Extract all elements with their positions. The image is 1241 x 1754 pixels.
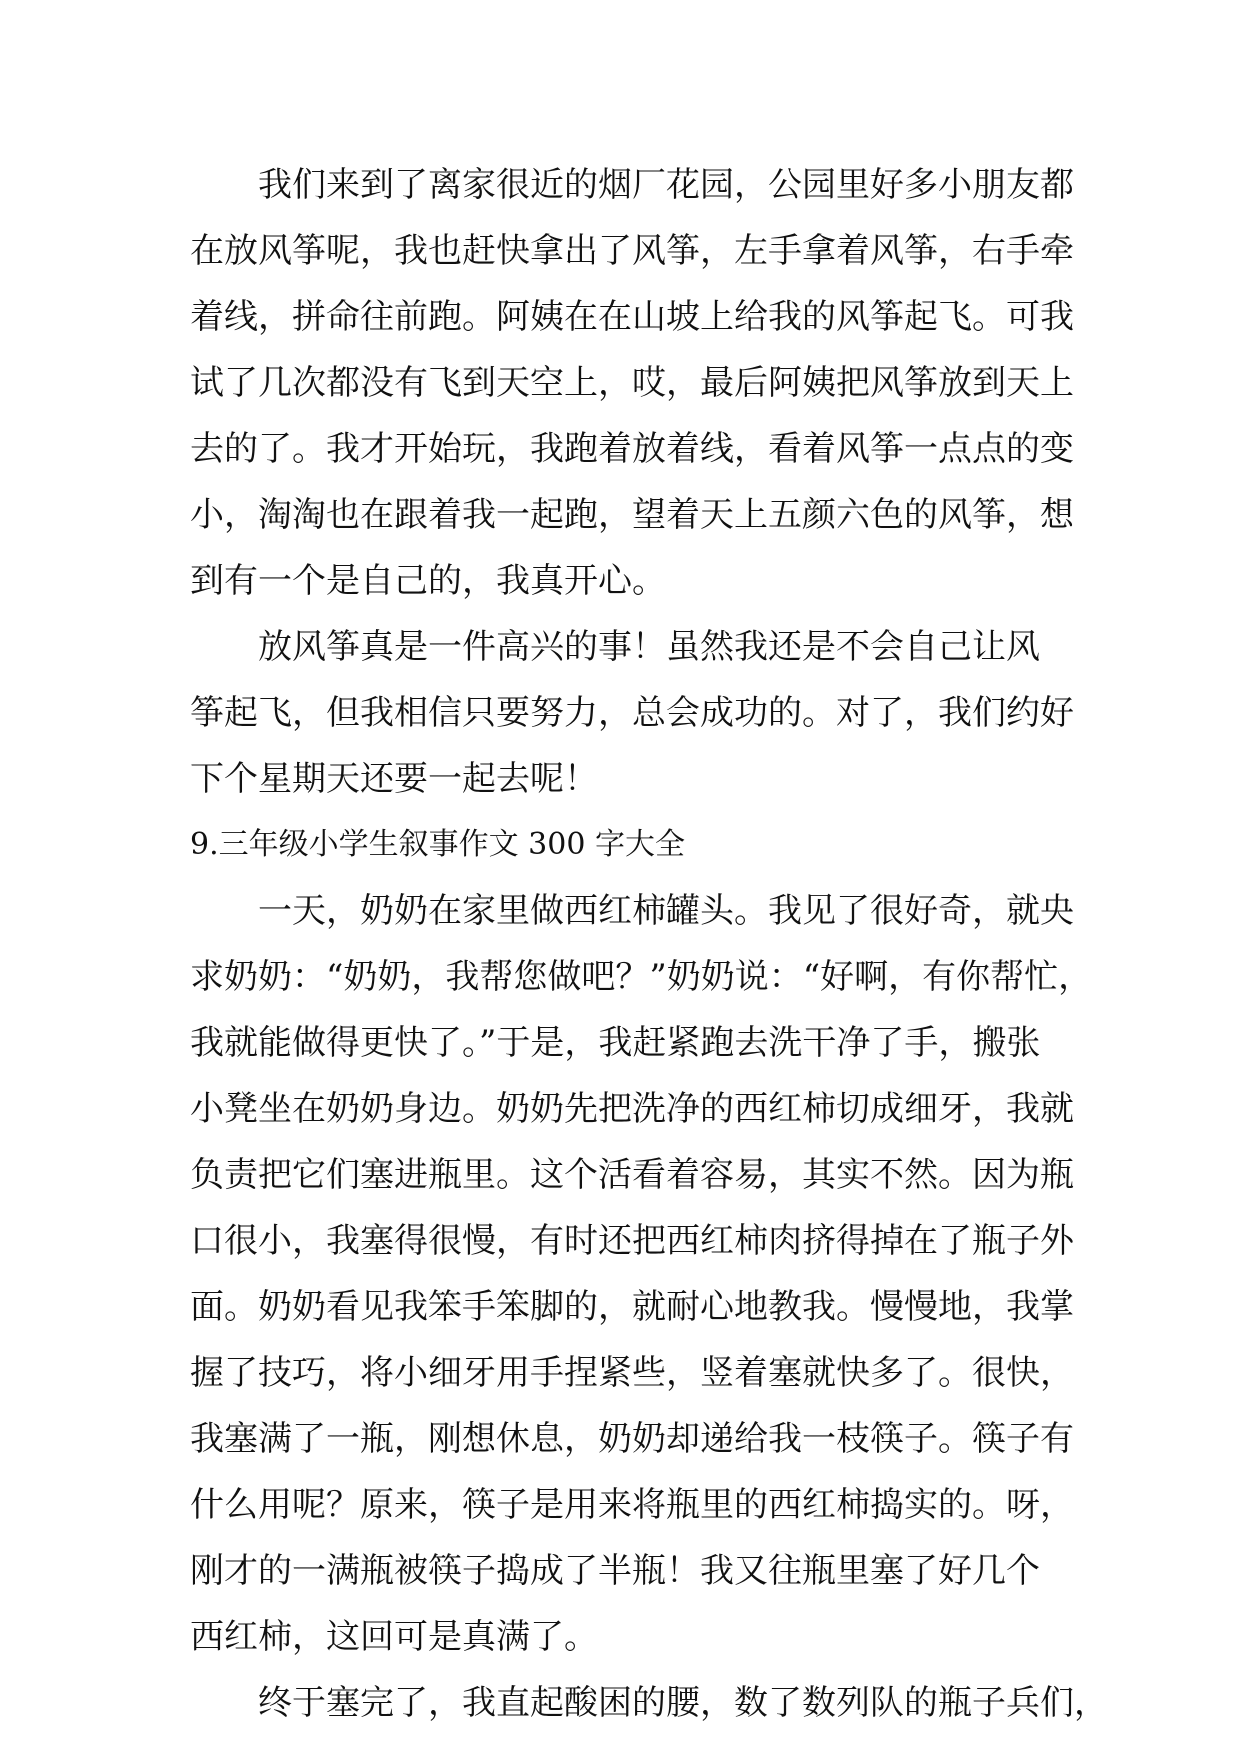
text-line: 筝起飞，但我相信只要努力，总会成功的。对了，我们约好 <box>190 693 1074 733</box>
text-line: 什么用呢？原来，筷子是用来将瓶里的西红柿捣实的。呀， <box>190 1485 1074 1525</box>
text-line: 握了技巧，将小细牙用手捏紧些，竖着塞就快多了。很快， <box>190 1353 1074 1393</box>
text-line: 小凳坐在奶奶身边。奶奶先把洗净的西红柿切成细牙，我就 <box>190 1089 1074 1129</box>
text-line: 我们来到了离家很近的烟厂花园，公园里好多小朋友都 <box>258 165 1074 205</box>
text-line: 我就能做得更快了。”于是，我赶紧跑去洗干净了手，搬张 <box>190 1023 1041 1063</box>
text-line: 面。奶奶看见我笨手笨脚的，就耐心地教我。慢慢地，我掌 <box>190 1287 1074 1327</box>
text-line: 求奶奶：“奶奶，我帮您做吧？”奶奶说：“好啊，有你帮忙， <box>190 957 1093 997</box>
text-line: 西红柿，这回可是真满了。 <box>190 1617 598 1657</box>
text-line: 在放风筝呢，我也赶快拿出了风筝，左手拿着风筝，右手牵 <box>190 231 1074 271</box>
text-line: 试了几次都没有飞到天空上，哎，最后阿姨把风筝放到天上 <box>190 363 1074 403</box>
text-line: 我塞满了一瓶，刚想休息，奶奶却递给我一枝筷子。筷子有 <box>190 1419 1074 1459</box>
text-line: 到有一个是自己的，我真开心。 <box>190 561 666 601</box>
text-line: 小，淘淘也在跟着我一起跑，望着天上五颜六色的风筝，想 <box>190 495 1074 535</box>
section-heading: 9.三年级小学生叙事作文 300 字大全 <box>190 827 685 862</box>
text-line: 刚才的一满瓶被筷子捣成了半瓶！我又往瓶里塞了好几个 <box>190 1551 1040 1591</box>
text-line: 一天，奶奶在家里做西红柿罐头。我见了很好奇，就央 <box>258 891 1074 931</box>
text-line: 去的了。我才开始玩，我跑着放着线，看着风筝一点点的变 <box>190 429 1074 469</box>
text-line: 放风筝真是一件高兴的事！虽然我还是不会自己让风 <box>258 627 1040 667</box>
text-line: 着线，拼命往前跑。阿姨在在山坡上给我的风筝起飞。可我 <box>190 297 1074 337</box>
text-line: 口很小，我塞得很慢，有时还把西红柿肉挤得掉在了瓶子外 <box>190 1221 1074 1261</box>
text-line: 下个星期天还要一起去呢！ <box>190 759 598 799</box>
text-line: 负责把它们塞进瓶里。这个活看着容易，其实不然。因为瓶 <box>190 1155 1074 1195</box>
text-line: 终于塞完了，我直起酸困的腰，数了数列队的瓶子兵们， <box>258 1683 1108 1723</box>
